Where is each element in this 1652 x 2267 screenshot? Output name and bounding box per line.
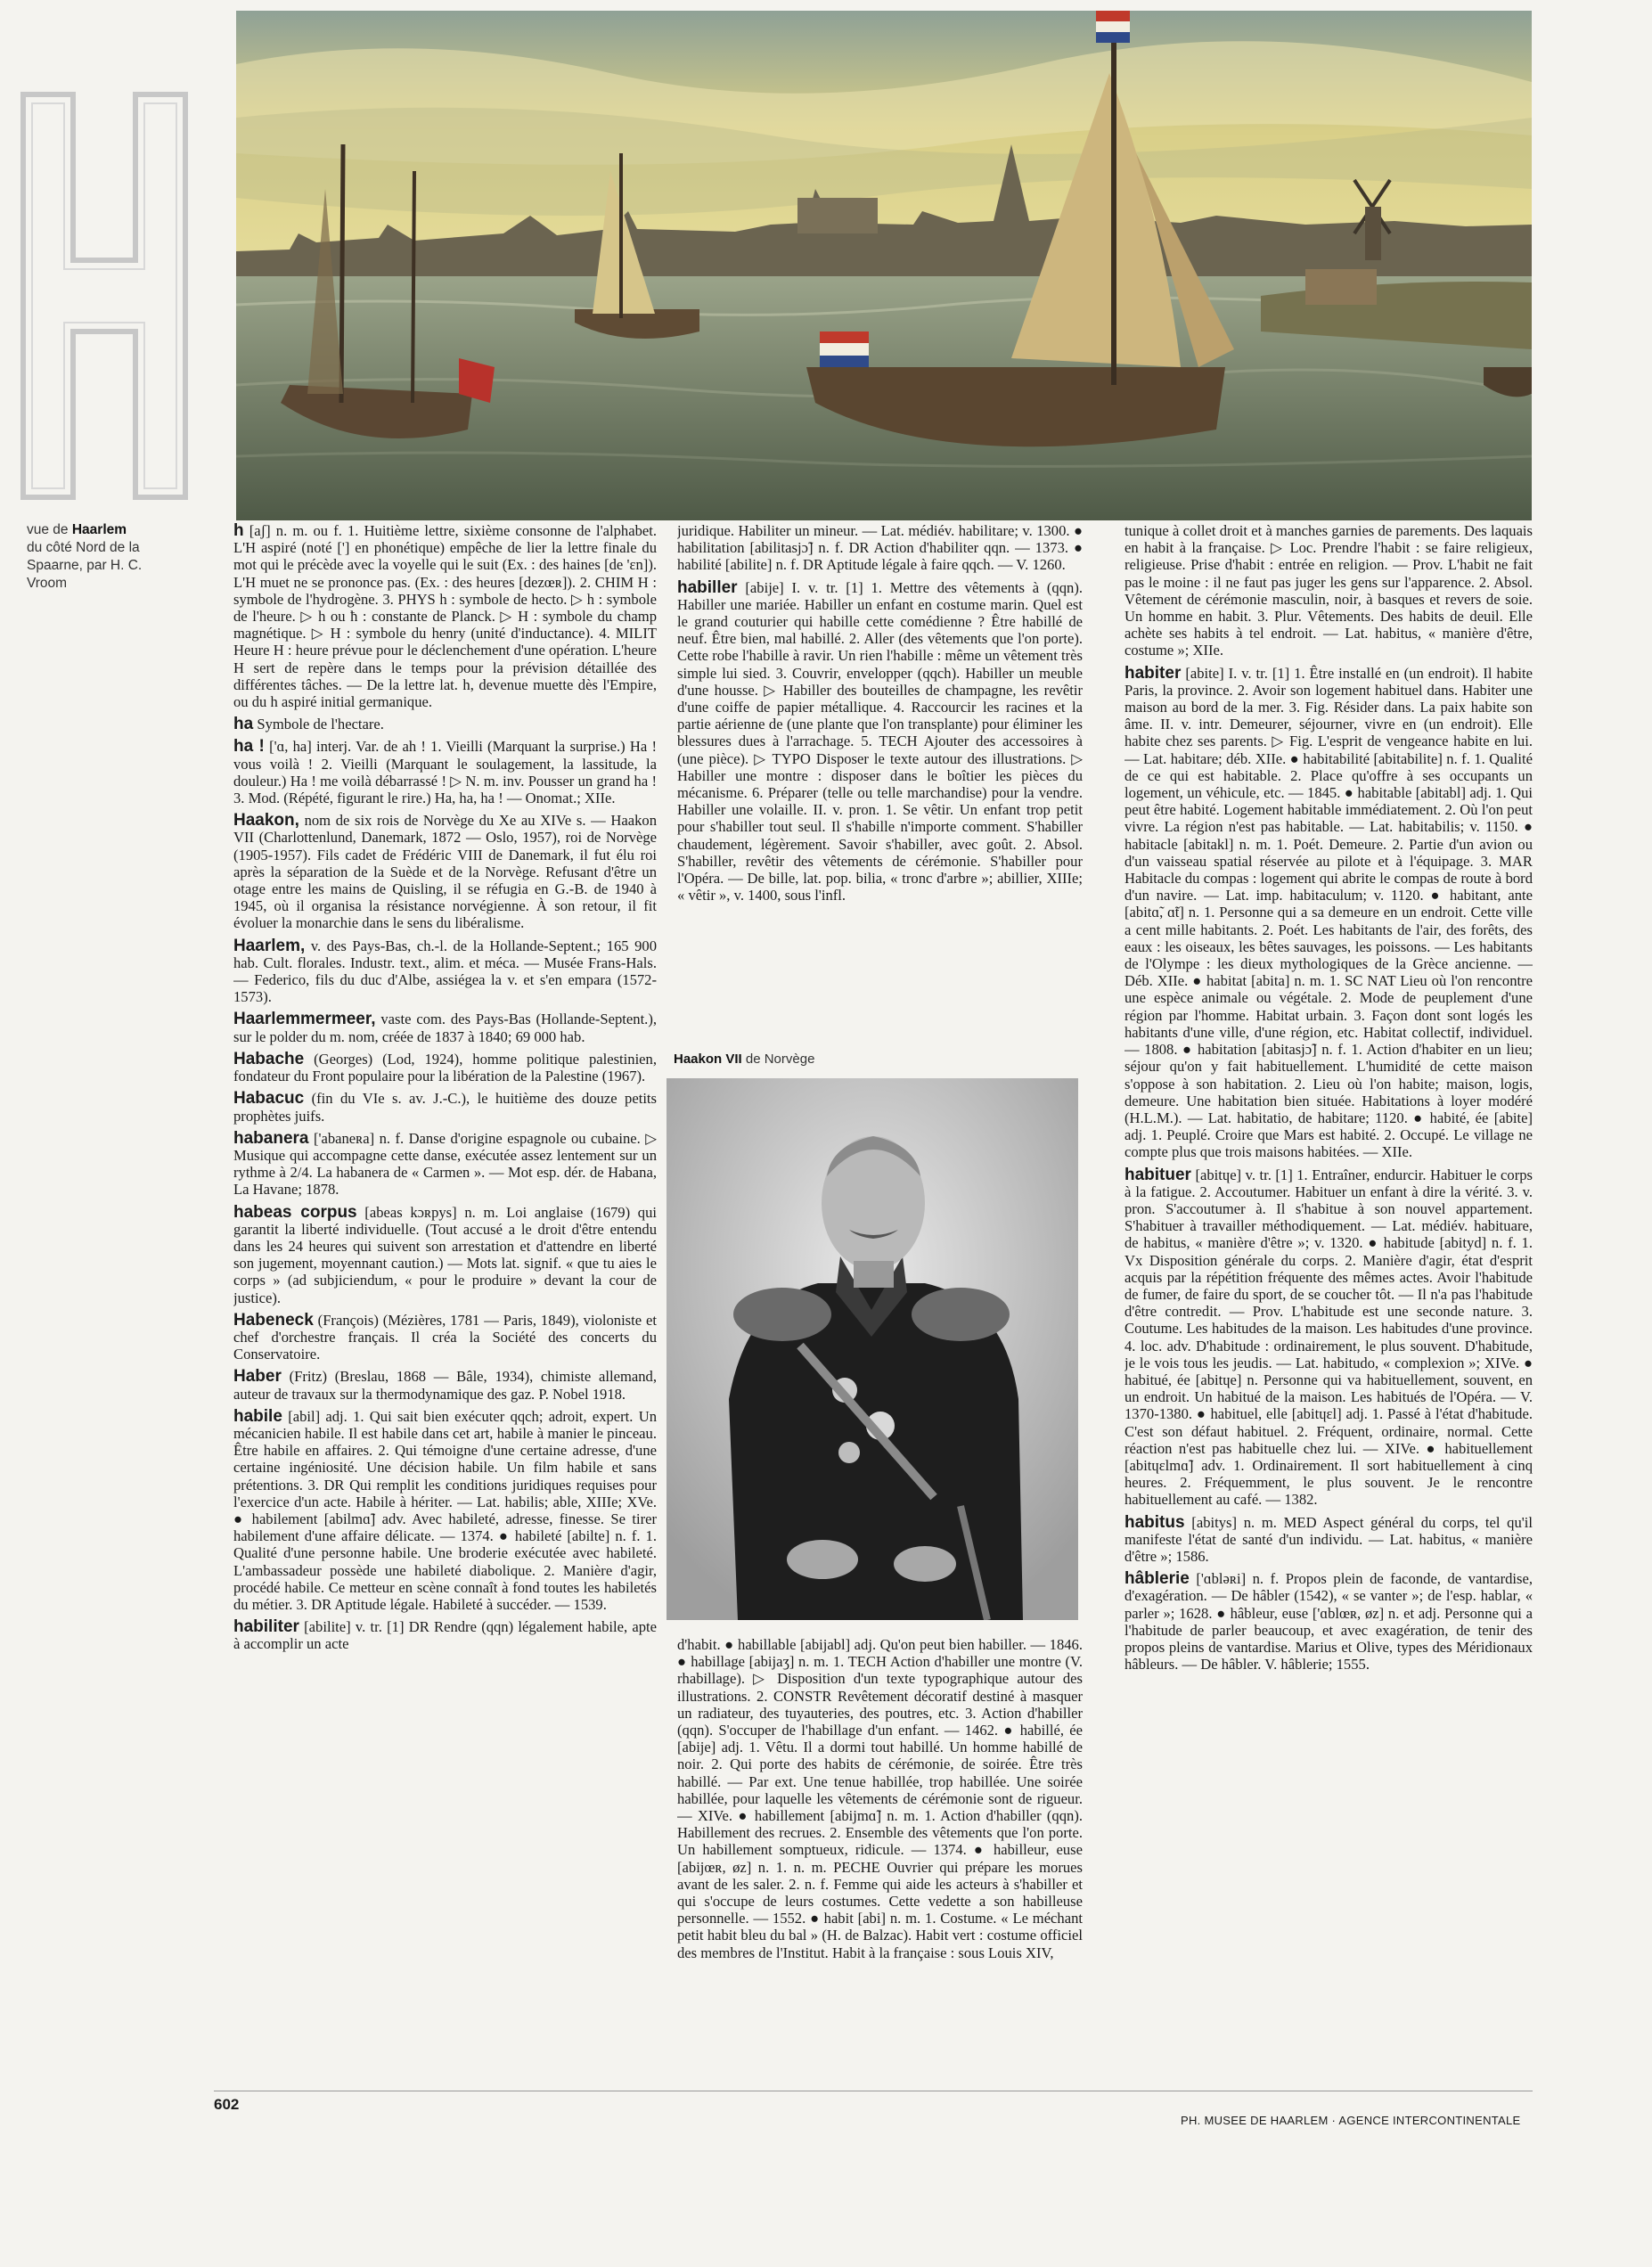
dictionary-entry — [1125, 1514, 1533, 1566]
entry-headword: habitus — [1125, 1512, 1185, 1532]
caption-prefix: vue de — [27, 522, 69, 537]
dictionary-entry — [1125, 1166, 1533, 1509]
photo-credit: PH. MUSEE DE HAARLEM · AGENCE INTERCONTINENTALE — [1181, 2114, 1521, 2127]
entry-definition: (fin du VIe s. av. J.-C.), le huitième des douze petits prophètes juifs. — [233, 1090, 657, 1125]
entry-definition: [abilite] v. tr. [1] DR Rendre (qqn) légalement habile, apte à accomplir un acte — [233, 1618, 657, 1653]
dictionary-entry — [233, 1051, 657, 1084]
entry-headword: ha ! — [233, 737, 265, 757]
caption-place: Haarlem — [71, 522, 127, 537]
dictionary-entry — [233, 522, 657, 710]
portrait-caption — [674, 1052, 814, 1067]
dictionary-entry — [233, 1408, 657, 1613]
entry-headword: Haber — [233, 1367, 282, 1387]
dictionary-entry — [1125, 522, 1533, 659]
haarlem-painting — [236, 11, 1532, 520]
dictionary-entry — [233, 1368, 657, 1402]
entry-definition: [aʃ] n. m. ou f. 1. Huitième lettre, sixième consonne de l'alphabet. L'H aspiré (noté ['] en phonétique) empêche de lier la lettre finale du mot qui le précède avec la voyelle qui le suit (Ex. : des haines [de 'ɛn]). L'H muet ne se prononce pas. (Ex. : des heures [dezœʀ]). 2. CHIM H : symbole de l'hydrogène. 3. PHYS h : symbole de hecto. ▷ h : symbole de l'heure. ▷ h ou ħ : constante de Planck. ▷ H : symbole du champ magnétique. ▷ H : symbole du henry (unité d'inductance). 4. MILIT Heure H : heure prévue pour le déclenchement d'une opération. L'heure H sert de repère dans le temps pour la prévision détaillée des différentes tâches. — De la lettre lat. h, devenue muette dès l'Empire, ou du h aspiré initial germanique. — [233, 522, 657, 711]
entry-definition: d'habit. ● habillable [abijabl] adj. Qu'on peut bien habiller. — 1846. ● habillage [abijaʒ] n. m. 1. TECH Action d'habiller une montre (V. rhabillage). ▷ Disposition d'un texte typographique autour des illustrations. 2. CONSTR Revêtement décoratif destiné à masquer un radiateur, des tuyauteries, des poutres, etc. 3. Action d'habiller (qqn). S'occuper de l'habillage d'un enfant. — 1462. ● habillé, ée [abije] adj. 1. Vêtu. Il a dormi tout habillé. Un homme habillé de noir. 2. Qui porte des habits de cérémonie, de soirée. Être très habillé. — Par ext. Une tenue habillée, trop habillée. Une soirée habillée, pour laquelle les vêtements de cérémonie sont de rigueur. — XIVe. ● habillement [abijmɑ̃] n. m. 1. Action d'habiller (qqn). Habillement des recrues. 2. Ensemble des vêtements que l'on porte. Un habillement somptueux, ridicule. — 1374. ● habilleur, euse [abijœʀ, øz] n. 1. n. m. PECHE Ouvrier qui prépare les morues avant de les saler. 2. n. f. Femme qui aide les acteurs à s'habiller et qui s'occupe de leurs costumes. Cette vedette a son habilleuse personnelle. — 1552. ● habit [abi] n. m. 1. Costume. « Le méchant petit habit bleu du bal » (H. de Balzac). Habit vert : costume officiel des membres de l'Institut. Habit à la française : sous Louis XIV, — [677, 1636, 1083, 1961]
dictionary-entry — [233, 738, 657, 806]
dictionary-entry — [233, 1011, 657, 1044]
entry-headword: habiller — [677, 577, 738, 597]
dictionary-entry — [233, 1204, 657, 1306]
entry-headword: ha — [233, 715, 254, 734]
dictionary-entry — [1125, 1570, 1533, 1673]
entry-definition: (Georges) (Lod, 1924), homme politique palestinien, fondateur du Front populaire pour la libération de la Palestine (1967). — [233, 1050, 657, 1085]
entry-headword: habiter — [1125, 663, 1182, 683]
painting-caption — [27, 521, 169, 593]
haakon-vii-portrait — [667, 1078, 1078, 1620]
entry-definition: vaste com. des Pays-Bas (Hollande-Septent.), sur le polder du m. nom, créée de 1837 à 1840; 69 000 hab. — [233, 1011, 657, 1045]
entry-headword: habiliter — [233, 1617, 299, 1637]
entry-headword: Haakon, — [233, 811, 299, 831]
dictionary-entry — [233, 1130, 657, 1199]
entry-headword: hâblerie — [1125, 1569, 1190, 1589]
entry-headword: habanera — [233, 1128, 309, 1148]
portrait-country: de Norvège — [745, 1052, 815, 1067]
entry-headword: Haarlem, — [233, 936, 306, 955]
entry-definition: v. des Pays-Bas, ch.-l. de la Hollande-Septent.; 165 900 hab. Cult. florales. Industr. text., alim. et méca. — Musée Frans-Hals. — Federico, fils du duc d'Albe, assiégea la v. et s'en empara (1572-1573). — [233, 937, 657, 1006]
entry-definition: ['ɑbləʀi] n. f. Propos plein de faconde, de vantardise, d'exagération. — De hâbler (1542), « se vanter »; de l'esp. hablar, « parler »; 1628. ● hâbleur, euse ['ɑblœʀ, øz] n. et adj. Personne qui a l'habitude de parler beaucoup, et avec exagération, de tenir des propos pleins de vantardise. Marius et Olive, types des Méridionaux hâbleurs. — De hâbler. V. hâblerie; 1555. — [1125, 1570, 1533, 1674]
entry-headword: Habeneck — [233, 1310, 314, 1330]
entry-definition: [abije] I. v. tr. [1] 1. Mettre des vêtements à (qqn). Habiller une mariée. Habiller un enfant en costume marin. Quel est le grand couturier qui habille cette comédienne ? Être habillé de neuf. Être bien, mal habillé. 2. Aller (des vêtements que l'on porte). Cette robe l'habille à ravir. Un rien l'habille : même un vêtement très simple lui sied. 3. Couvrir, envelopper (qqch). Habiller un meuble d'une housse. ▷ Habiller des bouteilles de champagne, les revêtir d'une coiffe de papier métallique. 4. Raccourcir les racines et la partie aérienne de (une plante que l'on transplante) pour éliminer les blessures dues à l'arrachage. 5. TECH Ajouter des accessoires à (une pièce). ▷ TYPO Disposer le texte autour des illustrations. ▷ Habiller une montre : disposer dans le boîtier les pièces du mécanisme. 6. Préparer (telle ou telle marchandise) pour la vendre. Habiller une volaille. II. v. pron. 1. Se vêtir. Un enfant trop petit pour s'habiller tout seul. Il s'habille n'importe comment. S'habiller chaudement, légèrement. Savoir s'habiller, avec goût. 2. Absol. S'habiller, revêtir des vêtements de cérémonie. S'habiller pour l'Opéra. — De bille, lat. pop. bilia, « tronc d'arbre »; abillier, XIIIe; « vêtir », v. 1400, sous l'infl. — [677, 578, 1083, 904]
page-number: 602 — [214, 2096, 240, 2113]
dictionary-entry — [677, 1636, 1083, 1961]
column-2-top — [677, 522, 1083, 1057]
entry-definition: juridique. Habiliter un mineur. — Lat. médiév. habilitare; v. 1300. ● habilitation [abilitasjɔ̃] n. f. DR Action d'habiliter qqn. — 1373. ● habilité [abilite] n. f. DR Aptitude légale à faire qqch. — V. 1260. — [677, 522, 1083, 574]
portrait-name: Haakon VII — [674, 1052, 742, 1067]
dictionary-entry — [233, 716, 657, 732]
entry-definition: ['abaneʀa] n. f. Danse d'origine espagnole ou cubaine. ▷ Musique qui accompagne cette danse, exécutée assez lentement sur un rythme à 2/4. La habanera de « Carmen ». — Mot esp. dér. de Habana, La Havane; 1878. — [233, 1129, 657, 1199]
dictionary-entry — [233, 937, 657, 1006]
dictionary-entry — [233, 812, 657, 931]
dictionary-entry — [233, 1618, 657, 1652]
entry-definition: nom de six rois de Norvège du Xe au XIVe s. — Haakon VII (Charlottenlund, Danemark, 1872 — Oslo, 1957), roi de Norvège (1905-1957). Fils cadet de Frédéric VIII de Danemark, il fut élu roi après la séparation de la Suède et de la Norvège. Refusant d'être un otage entre les mains de Quisling, il se réfugia en G.-B. de 1940 à 1945, où il organisa la résistance norvégienne. À son retour, il fit évoluer la monarchie dans le sens du libéralisme. — [233, 812, 657, 932]
entry-definition: [abeas kɔʀpys] n. m. Loi anglaise (1679) qui garantit la liberté individuelle. (Tout accusé a le droit d'être entendu dans les 24 heures qui suivent son arrestation et d'attendre en liberté son jugement, moyennant caution.) — Mots lat. signif. « que tu aies le corps » (ad subjiciendum, « pour le produire » devant la cour de justice). — [233, 1203, 657, 1306]
entry-definition: [abitɥe] v. tr. [1] 1. Entraîner, endurcir. Habituer le corps à la fatigue. 2. Accoutumer. Habituer un enfant à dire la vérité. 3. v. pron. S'accoutumer à. Il s'habitue à son nouvel appartement. S'habituer à travailler méthodiquement. — Lat. médiév. habituare, de habitus, « manière d'être »; v. 1320. ● habitude [abityd] n. f. 1. Vx Disposition générale du corps. 2. Manière d'agir, état d'esprit acquis par la répétition fréquente des mêmes actes. Avoir l'habitude de fumer, de faire du sport, de se coucher tôt. — Il n'a pas l'habitude d'être contredit. — Prov. L'habitude est une seconde nature. 3. Coutume. Les habitudes de la maison. Les habitudes d'une province. 4. loc. adv. D'habitude : ordinairement, le plus souvent. D'habitude, je le vois tous les jeudis. — Lat. habitudo, « complexion »; XIVe. ● habitué, ée [abitɥe] n. Personne qui va habituellement, souvent, en un endroit. Un habitué de la maison. Les habitués de l'Opéra. — V. 1370-1380. ● habituel, elle [abitɥɛl] adj. 1. Passé à l'état d'habitude. C'est son défaut habituel. 2. Fréquent, ordinaire, normal. Cette réaction n'est pas habituelle chez lui. — XIVe. ● habituellement [abitɥɛlmɑ̃] adv. 1. Ordinairement. Il sort habituellement à cinq heures. 2. Fréquemment, le plus souvent. Je le rencontre habituellement au café. — 1382. — [1125, 1166, 1533, 1509]
dictionary-entry — [1125, 665, 1533, 1161]
entry-definition: tunique à collet droit et à manches garnies de parements. Des laquais en habit à la française. ▷ Loc. Prendre l'habit : se faire religieux, religieuse. Prise d'habit : entrée en religion. — Prov. L'habit ne fait pas le moine : il ne faut pas juger les gens sur l'apparence. 2. Absol. Vêtement de cérémonie masculin, noir, à basques et revers de soie. Un homme en habit. 3. Plur. Vêtements. Des habits de deuil. Elle achète ses habits à tel endroit. — Lat. habitus, « manière d'être, costume »; XIIe. — [1125, 522, 1533, 659]
entry-definition: [abite] I. v. tr. [1] 1. Être installé en (un endroit). Il habite Paris, la province. 2. Avoir son logement habituel dans. Habiter une maison au bord de la mer. 3. Fig. Résider dans. La paix habite son âme. II. v. intr. Demeurer, séjourner, vivre en (un endroit). Elle habite chez ses parents. ▷ Fig. L'esprit de vengeance habite en lui. — Lat. habitare; déb. XIIe. ● habitabilité [abitabilite] n. f. 1. Qualité de ce qui est habitable. 2. Place qu'offre à ses occupants un logement, un véhicule, etc. — 1845. ● habitable [abitabl] adj. 1. Qui peut être habité. Logement habitable immédiatement. 2. Où l'on peut vivre. La région n'est pas habitable. — Lat. habitabilis; v. 1150. ● habitacle [abitakl] n. m. 1. Poét. Demeure. 2. Partie d'un avion ou d'un vaisseau spatial réservée au pilote et à l'équipage. 3. MAR Habitacle du compas : logement qui abrite le compas de route à bord d'un navire. — Lat. imp. habitaculum; v. 1120. ● habitant, ante [abitɑ̃, ɑ̃t] n. 1. Personne qui a sa demeure en un endroit. Cette ville a cent mille habitants. 2. Poét. Les habitants de l'air, des forêts, des eaux : les oiseaux, les bêtes sauvages, les poissons. — Les habitants de l'Olympe : les dieux mythologiques de la Grèce ancienne. — Déb. XIIe. ● habitat [abita] n. m. 1. SC NAT Lieu où l'on rencontre une espèce animale ou végétale. 2. Mode de peuplement d'une région par l'homme. Habitat urbain. 3. Façon dont sont logés les habitants d'une ville, d'une région, etc. Habitat collectif, individuel. — 1808. ● habitation [abitasjɔ̃] n. f. 1. Action d'habiter en un lieu; séjour qu'on y fait habituellement. L'humidité de cette maison s'oppose à son habitation. 2. Lieu où l'on habite; maison, logis, demeure. Une habitation bien située. Habitations à loyer modéré (H.L.M.). — Lat. habitatio, de habitare; 1120. ● habité, ée [abite] adj. 1. Peuplé. Croire que Mars est habité. 2. Occupé. Le village ne compte plus que trois maisons habitées. — XIIe. — [1125, 664, 1533, 1161]
entry-headword: Habacuc — [233, 1089, 305, 1109]
dictionary-entry — [677, 522, 1083, 574]
entry-headword: Habache — [233, 1049, 305, 1068]
entry-definition: [abil] adj. 1. Qui sait bien exécuter qqch; adroit, expert. Un mécanicien habile. Il est habile dans cet art, habile à manier le pinceau. Être habile en affaires. 2. Qui témoigne d'une certaine adresse, d'une certaine ingéniosité. Une décision habile. Un film habile et sans prétentions. 3. DR Qui remplit les conditions juridiques requises pour l'exercice d'un acte. Habile à hériter. — Lat. habilis; able, XIIIe; XVe. ● habilement [abilmɑ̃] adv. Avec habileté, adresse, finesse. Se tirer habilement d'une affaire délicate. — 1374. ● habileté [abilte] n. f. 1. Qualité d'une personne habile. Une broderie exécutée avec habileté. L'ambassadeur possède une habileté diabolique. 2. Manière d'agir, procédé habile. Ce metteur en scène connaît à fond toutes les habiletés du métier. 3. DR Aptitude légale. Habileté à succéder. — 1539. — [233, 1407, 657, 1613]
entry-headword: Haarlemmermeer, — [233, 1010, 376, 1029]
dictionary-entry — [233, 1312, 657, 1363]
letter-h-ornament — [20, 91, 189, 501]
entry-definition: ['ɑ, ha] interj. Var. de ah ! 1. Vieilli (Marquant la surprise.) Ha ! vous voilà ! 2. Vieilli (Marquant le soulagement, la lassitude, la douleur.) Ha ! me voilà débarrassé ! ▷ N. m. inv. Pousser un grand ha ! 3. Mod. (Répété, figurant le rire.) Ha, ha, ha ! — Onomat.; XIIe. — [233, 738, 657, 807]
entry-headword: habituer — [1125, 1165, 1191, 1184]
column-2-bottom — [677, 1636, 1083, 2099]
column-3 — [1125, 522, 1533, 2099]
dictionary-entry — [233, 1090, 657, 1124]
entry-headword: habeas corpus — [233, 1202, 357, 1222]
dictionary-entry — [677, 579, 1083, 904]
entry-definition: Symbole de l'hectare. — [257, 716, 384, 733]
entry-definition: (Fritz) (Breslau, 1868 — Bâle, 1934), chimiste allemand, auteur de travaux sur la thermodynamique des gaz. P. Nobel 1918. — [233, 1368, 657, 1403]
caption-detail: du côté Nord de la Spaarne, par H. C. Vroom — [27, 540, 143, 591]
entry-definition: [abitys] n. m. MED Aspect général du corps, tel qu'il manifeste l'état de santé d'un individu. — Lat. habitus, « manière d'être »; 1586. — [1125, 1513, 1533, 1565]
entry-definition: (François) (Mézières, 1781 — Paris, 1849), violoniste et chef d'orchestre français. Il créa la Société des concerts du Conservatoire. — [233, 1311, 657, 1363]
column-1 — [233, 522, 657, 2099]
letter-h-text: H — [104, 314, 105, 315]
entry-headword: h — [233, 522, 244, 540]
entry-headword: habile — [233, 1406, 282, 1426]
